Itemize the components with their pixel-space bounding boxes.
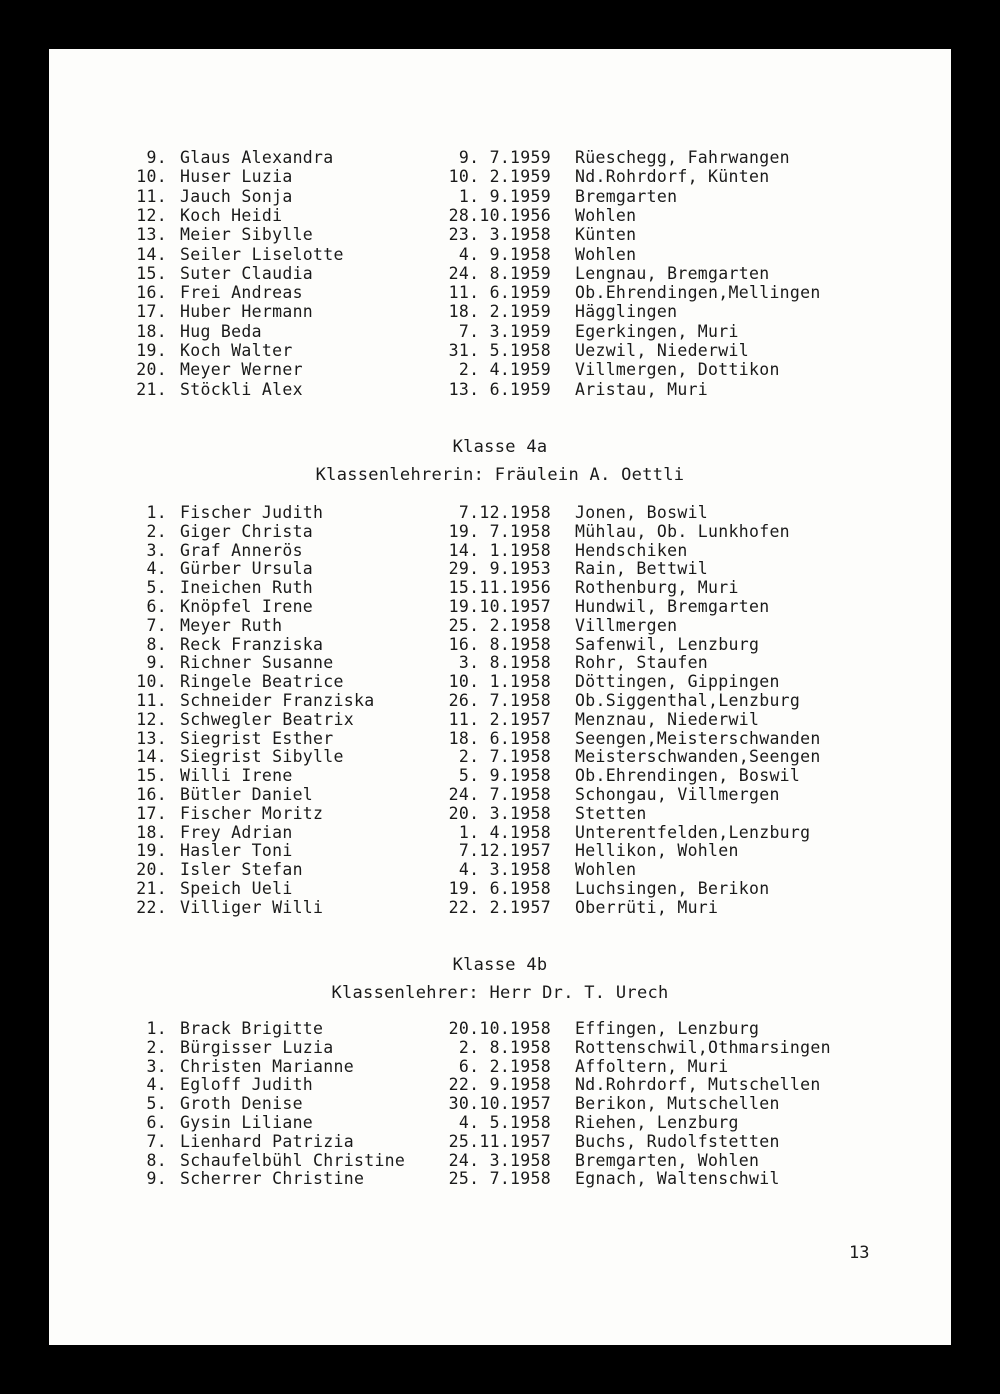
place-of-origin: Aristau, Muri: [575, 379, 709, 399]
row-number: 2.: [146, 521, 167, 541]
student-name: Reck Franziska: [180, 634, 324, 654]
birth-date: 10. 2.1959: [448, 167, 551, 187]
place-of-origin: Lengnau, Bremgarten: [575, 263, 770, 283]
place-of-origin: Rüeschegg, Fahrwangen: [575, 148, 790, 167]
place-of-origin: Egnach, Waltenschwil: [575, 1169, 780, 1189]
student-name: Giger Christa: [180, 521, 314, 541]
student-name: Gürber Ursula: [180, 559, 314, 579]
birth-date: 19. 7.1958: [448, 521, 551, 541]
student-name: Schneider Franziska: [180, 691, 375, 710]
row-number: 21.: [136, 379, 167, 399]
place-of-origin: Jonen, Boswil: [575, 503, 709, 522]
student-name: Brack Brigitte: [180, 1019, 324, 1038]
document-page: [49, 49, 951, 1345]
birth-date: 4. 5.1958: [458, 1113, 551, 1132]
place-of-origin: Nd.Rohrdorf, Mutschellen: [575, 1075, 821, 1095]
birth-date: 1. 9.1959: [458, 186, 551, 206]
student-name: Villiger Willi: [180, 897, 324, 917]
place-of-origin: Luchsingen, Berikon: [575, 879, 770, 898]
row-number: 1.: [146, 503, 167, 522]
student-name: Ringele Beatrice: [180, 672, 344, 692]
row-number: 13.: [136, 728, 167, 748]
row-number: 11.: [136, 691, 167, 710]
place-of-origin: Ob.Siggenthal,Lenzburg: [575, 691, 801, 710]
place-of-origin: Villmergen, Dottikon: [575, 360, 780, 380]
student-name: Schwegler Beatrix: [180, 709, 354, 729]
student-name: Lienhard Patrizia: [180, 1131, 354, 1151]
birth-date: 4. 3.1958: [458, 860, 551, 880]
place-of-origin: Berikon, Mutschellen: [575, 1094, 780, 1114]
place-of-origin: Wohlen: [575, 860, 637, 880]
birth-date: 16. 8.1958: [448, 634, 551, 654]
place-of-origin: Rain, Bettwil: [575, 559, 709, 579]
row-number: 20.: [136, 860, 167, 880]
row-number: 10.: [136, 672, 167, 692]
birth-date: 7.12.1958: [458, 503, 551, 522]
row-number: 8.: [146, 1150, 167, 1170]
row-number: 7.: [146, 615, 167, 635]
row-number: 12.: [136, 709, 167, 729]
birth-date: 26. 7.1958: [448, 691, 551, 710]
row-number: 15.: [136, 766, 167, 786]
student-name: Isler Stefan: [180, 860, 303, 880]
place-of-origin: Rottenschwil,Othmarsingen: [575, 1037, 831, 1057]
birth-date: 31. 5.1958: [448, 341, 551, 360]
birth-date: 11. 2.1957: [448, 709, 551, 729]
student-name: Glaus Alexandra: [180, 148, 334, 167]
student-name: Meyer Ruth: [180, 615, 283, 635]
birth-date: 22. 9.1958: [448, 1075, 551, 1095]
row-number: 18.: [136, 321, 167, 341]
row-number: 4.: [146, 1075, 167, 1095]
place-of-origin: Meisterschwanden,Seengen: [575, 747, 821, 767]
student-name: Siegrist Sibylle: [180, 747, 344, 767]
student-name: Stöckli Alex: [180, 379, 303, 399]
row-number: 6.: [146, 1113, 167, 1132]
row-number: 17.: [136, 803, 167, 823]
birth-date: 11. 6.1959: [448, 283, 551, 303]
row-number: 15.: [136, 263, 167, 283]
birth-date: 2. 7.1958: [458, 747, 551, 767]
birth-date: 10. 1.1958: [448, 672, 551, 692]
student-name: Frey Adrian: [180, 822, 293, 842]
birth-date: 18. 6.1958: [448, 728, 551, 748]
birth-date: 7.12.1957: [458, 841, 551, 861]
row-number: 12.: [136, 205, 167, 225]
row-number: 1.: [146, 1019, 167, 1038]
student-name: Jauch Sonja: [180, 186, 293, 206]
student-name: Koch Heidi: [180, 205, 283, 225]
place-of-origin: Safenwil, Lenzburg: [575, 634, 760, 654]
row-number: 9.: [146, 1169, 167, 1189]
row-number: 8.: [146, 634, 167, 654]
row-number: 10.: [136, 167, 167, 187]
student-name: Suter Claudia: [180, 263, 314, 283]
place-of-origin: Mühlau, Ob. Lunkhofen: [575, 521, 790, 541]
birth-date: 25. 2.1958: [448, 615, 551, 635]
class-4b-title: Klasse 4b: [452, 955, 548, 975]
student-name: Bütler Daniel: [180, 785, 314, 804]
student-name: Willi Irene: [180, 766, 293, 786]
birth-date: 13. 6.1959: [448, 379, 551, 399]
place-of-origin: Buchs, Rudolfstetten: [575, 1131, 780, 1151]
row-number: 14.: [136, 747, 167, 767]
student-name: Seiler Liselotte: [180, 244, 344, 264]
student-name: Groth Denise: [180, 1094, 303, 1114]
row-number: 21.: [136, 879, 167, 898]
place-of-origin: Bremgarten, Wohlen: [575, 1150, 760, 1170]
student-name: Meier Sibylle: [180, 225, 314, 245]
birth-date: 24. 7.1958: [448, 785, 551, 804]
place-of-origin: Affoltern, Muri: [575, 1056, 729, 1076]
row-number: 5.: [146, 578, 167, 598]
student-name: Scherrer Christine: [180, 1169, 365, 1189]
birth-date: 15.11.1956: [448, 578, 551, 598]
place-of-origin: Künten: [575, 225, 637, 245]
row-number: 22.: [136, 897, 167, 917]
row-number: 9.: [146, 653, 167, 673]
place-of-origin: Stetten: [575, 803, 647, 823]
birth-date: 20. 3.1958: [448, 803, 551, 823]
place-of-origin: Rothenburg, Muri: [575, 578, 739, 598]
birth-date: 25.11.1957: [448, 1131, 551, 1151]
place-of-origin: Egerkingen, Muri: [575, 321, 739, 341]
student-name: Graf Annerös: [180, 540, 303, 560]
birth-date: 24. 8.1959: [448, 263, 551, 283]
class-4b-teacher: Klassenlehrer: Herr Dr. T. Urech: [331, 983, 669, 1003]
row-number: 13.: [136, 225, 167, 245]
place-of-origin: Menznau, Niederwil: [575, 709, 760, 729]
place-of-origin: Hägglingen: [575, 302, 678, 322]
row-number: 6.: [146, 597, 167, 616]
birth-date: 1. 4.1958: [458, 822, 551, 842]
student-name: Richner Susanne: [180, 653, 334, 673]
student-name: Egloff Judith: [180, 1075, 314, 1095]
row-number: 9.: [146, 148, 167, 167]
row-number: 14.: [136, 244, 167, 264]
birth-date: 7. 3.1959: [458, 321, 551, 341]
place-of-origin: Effingen, Lenzburg: [575, 1019, 760, 1038]
place-of-origin: Nd.Rohrdorf, Künten: [575, 167, 770, 187]
student-name: Huber Hermann: [180, 302, 314, 322]
place-of-origin: Schongau, Villmergen: [575, 785, 780, 804]
class-4a-title: Klasse 4a: [452, 437, 548, 457]
student-name: Koch Walter: [180, 341, 293, 360]
row-number: 18.: [136, 822, 167, 842]
student-name: Siegrist Esther: [180, 728, 334, 748]
place-of-origin: Hendschiken: [575, 540, 688, 560]
student-name: Hasler Toni: [180, 841, 293, 861]
row-number: 2.: [146, 1037, 167, 1057]
birth-date: 24. 3.1958: [448, 1150, 551, 1170]
place-of-origin: Uezwil, Niederwil: [575, 341, 749, 360]
student-name: Schaufelbühl Christine: [180, 1150, 406, 1170]
place-of-origin: Döttingen, Gippingen: [575, 672, 780, 692]
place-of-origin: Bremgarten: [575, 186, 678, 206]
student-name: Christen Marianne: [180, 1056, 354, 1076]
birth-date: 5. 9.1958: [458, 766, 551, 786]
student-name: Frei Andreas: [180, 283, 303, 303]
birth-date: 14. 1.1958: [448, 540, 551, 560]
student-name: Fischer Moritz: [180, 803, 324, 823]
birth-date: 23. 3.1958: [448, 225, 551, 245]
student-name: Fischer Judith: [180, 503, 324, 522]
row-number: 16.: [136, 785, 167, 804]
place-of-origin: Oberrüti, Muri: [575, 897, 719, 917]
birth-date: 28.10.1956: [448, 205, 551, 225]
place-of-origin: Ob.Ehrendingen, Boswil: [575, 766, 801, 786]
row-number: 17.: [136, 302, 167, 322]
row-number: 16.: [136, 283, 167, 303]
page-number: 13: [849, 1243, 870, 1263]
birth-date: 19.10.1957: [448, 597, 551, 616]
student-name: Gysin Liliane: [180, 1113, 314, 1132]
row-number: 3.: [146, 1056, 167, 1076]
place-of-origin: Unterentfelden,Lenzburg: [575, 822, 811, 842]
place-of-origin: Rohr, Staufen: [575, 653, 709, 673]
place-of-origin: Hundwil, Bremgarten: [575, 597, 770, 616]
place-of-origin: Seengen,Meisterschwanden: [575, 728, 821, 748]
class-4a-teacher: Klassenlehrerin: Fräulein A. Oettli: [315, 465, 685, 485]
student-name: Bürgisser Luzia: [180, 1037, 334, 1057]
birth-date: 2. 8.1958: [458, 1037, 551, 1057]
place-of-origin: Riehen, Lenzburg: [575, 1113, 739, 1132]
birth-date: 2. 4.1959: [458, 360, 551, 380]
place-of-origin: Villmergen: [575, 615, 678, 635]
student-name: Speich Ueli: [180, 879, 293, 898]
row-number: 4.: [146, 559, 167, 579]
row-number: 11.: [136, 186, 167, 206]
row-number: 3.: [146, 540, 167, 560]
birth-date: 9. 7.1959: [458, 148, 551, 167]
student-name: Ineichen Ruth: [180, 578, 314, 598]
birth-date: 3. 8.1958: [458, 653, 551, 673]
row-number: 7.: [146, 1131, 167, 1151]
birth-date: 18. 2.1959: [448, 302, 551, 322]
birth-date: 29. 9.1953: [448, 559, 551, 579]
birth-date: 25. 7.1958: [448, 1169, 551, 1189]
birth-date: 6. 2.1958: [458, 1056, 551, 1076]
row-number: 5.: [146, 1094, 167, 1114]
student-name: Huser Luzia: [180, 167, 293, 187]
student-name: Knöpfel Irene: [180, 597, 314, 616]
student-name: Meyer Werner: [180, 360, 303, 380]
row-number: 19.: [136, 341, 167, 360]
place-of-origin: Ob.Ehrendingen,Mellingen: [575, 283, 821, 303]
birth-date: 22. 2.1957: [448, 897, 551, 917]
birth-date: 30.10.1957: [448, 1094, 551, 1114]
row-number: 20.: [136, 360, 167, 380]
birth-date: 20.10.1958: [448, 1019, 551, 1038]
student-name: Hug Beda: [180, 321, 262, 341]
place-of-origin: Wohlen: [575, 244, 637, 264]
row-number: 19.: [136, 841, 167, 861]
place-of-origin: Wohlen: [575, 205, 637, 225]
birth-date: 19. 6.1958: [448, 879, 551, 898]
birth-date: 4. 9.1958: [458, 244, 551, 264]
place-of-origin: Hellikon, Wohlen: [575, 841, 739, 861]
